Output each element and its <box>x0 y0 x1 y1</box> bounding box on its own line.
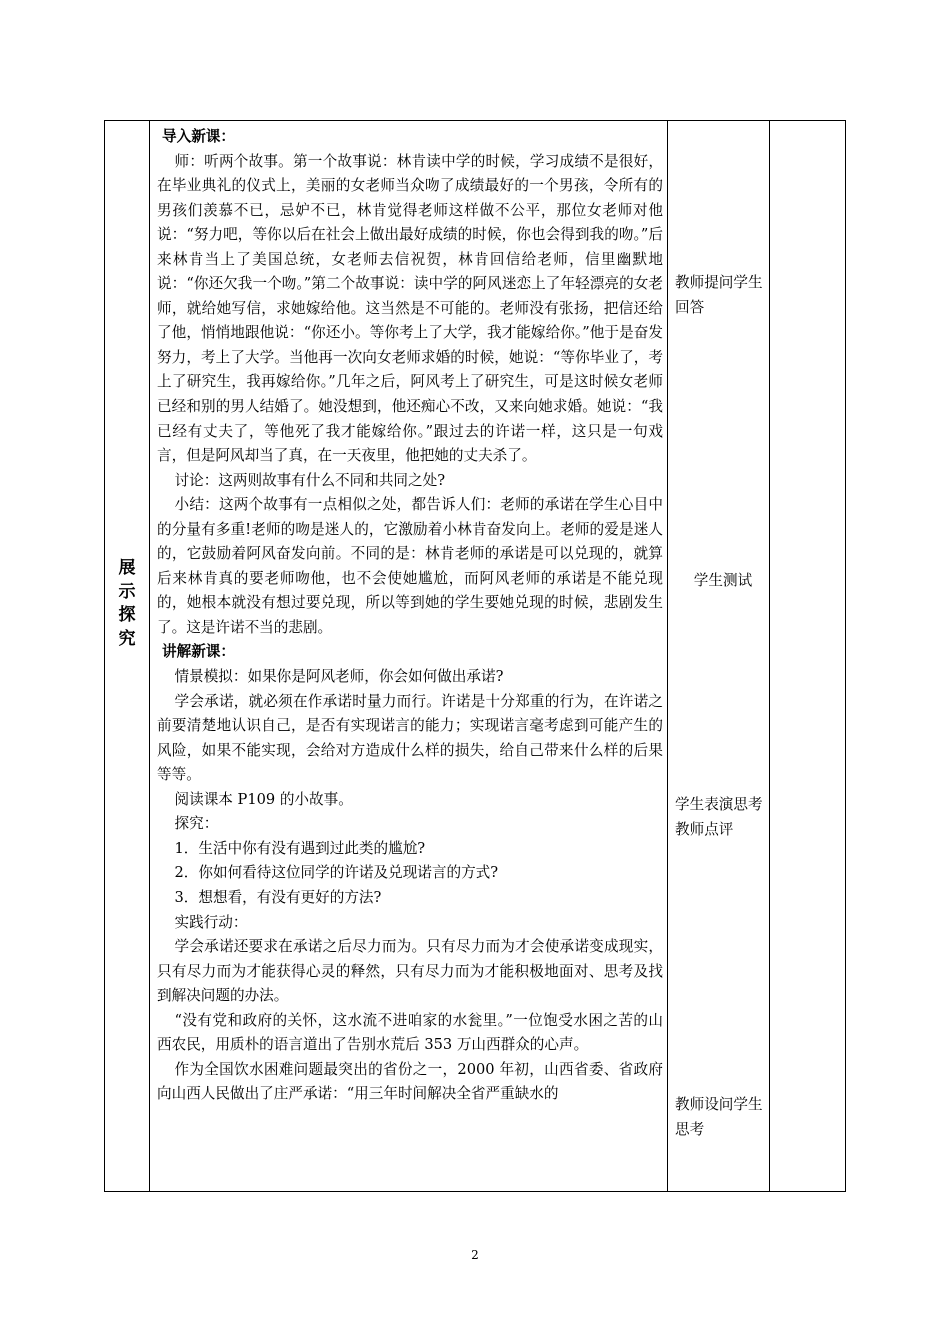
section-label-cell <box>105 121 149 1191</box>
content-cell <box>157 125 663 1107</box>
summary-paragraph: 小结：这两个故事有一点相似之处，都告诉人们：老师的承诺在学生心目中的分量有多重!老师的吻是迷人的，它激励着小林肯奋发向上。老师的爱是迷人的，它鼓励着阿风奋发向前。不同的是：林肯老师的承诺是可以兑现的，就算后来林肯真的要老师吻他，也不会使她尴尬，而阿风老师的承诺是不能兑现的，她根本就没有想过要兑现，所以等到她的学生要她兑现的时候，悲剧发生了。这是许诺不当的悲剧。 <box>157 496 663 636</box>
note-teacher-question: 教师提问学生回答 <box>675 274 763 316</box>
practice-paragraph: 学会承诺还要求在承诺之后尽力而为。只有尽力而为才会使承诺变成现实，只有尽力而为才能获得心灵的释然，只有尽力而为才能积极地面对、思考及找到解决问题的办法。 <box>157 938 663 1005</box>
practice-heading: 实践行动： <box>174 913 248 931</box>
promise-paragraph: 学会承诺，就必须在作承诺时量力而行。许诺是十分郑重的行为，在许诺之前要清楚地认识自己，是否有实现诺言的能力；实现诺言毫考虑到可能产生的风险，如果不能实现，会给对方造成什么样的损失，给自己带来什么样的后果等等。 <box>157 692 663 784</box>
page-number: 2 <box>471 1248 479 1262</box>
note-student-performance: 学生表演思考教师点评 <box>675 796 763 838</box>
column-divider <box>149 121 150 1191</box>
explore-question-3: 3．想想看，有没有更好的方法? <box>174 888 382 906</box>
explore-question-1: 1．生活中你有没有遇到过此类的尴尬? <box>174 839 426 857</box>
explore-question-2: 2．你如何看待这位同学的许诺及兑现诺言的方式? <box>174 864 499 882</box>
section-label <box>105 557 149 651</box>
heading-intro: 导入新课： <box>162 128 235 145</box>
explore-heading: 探究： <box>174 815 219 833</box>
section-label-char: 示 <box>118 581 136 602</box>
lesson-table <box>104 120 846 1192</box>
scenario-paragraph: 情景模拟：如果你是阿风老师，你会如何做出承诺? <box>174 668 504 686</box>
section-label-char: 探 <box>118 605 136 625</box>
note-teacher-setup: 教师设问学生思考 <box>675 1096 763 1138</box>
note-student-test: 学生测试 <box>693 572 753 589</box>
water-quote-paragraph: “没有党和政府的关怀，这水流不进咱家的水瓮里。”一位饱受水困之苦的山西农民，用质朴的语言道出了告别水荒后 353 万山西群众的心声。 <box>157 1011 663 1054</box>
heading-new-lesson: 讲解新课： <box>162 643 235 661</box>
intro-story: 师：听两个故事。第一个故事说：林肯读中学的时候，学习成绩不是很好，在毕业典礼的仪式上，美丽的女老师当众吻了成绩最好的一个男孩，令所有的男孩们羡慕不已，忌妒不已，林肯觉得老师这样做不公平，那位女老师对他说：“努力吧，等你以后在社会上做出最好成绩的时候，你也会得到我的吻。”后来林肯当上了美国总统，女老师去信祝贺，林肯回信给老师，信里幽默地说：“你还欠我一个吻。”第二个故事说：读中学的阿风迷恋上了年轻漂亮的女老师，就给她写信，求她嫁给他。这当然是不可能的。老师没有张扬，把信还给了他，悄悄地跟他说：“你还小。等你考上了大学，我才能嫁给你。”他于是奋发努力，考上了大学。当他再一次向女老师求婚的时候，她说：“等你毕业了，考上了研究生，我再嫁给你。”几年之后，阿风考上了研究生，可是这时候女老师已经和别的男人结婚了。她没想到，他还痴心不改，又来向她求婚。她说：“我已经有丈夫了，等他死了我才能嫁给你。”跟过去的许诺一样，这只是一句戏言，但是阿风却当了真，在一天夜里，他把她的丈夫杀了。 <box>157 152 663 465</box>
discussion-question: 讨论：这两则故事有什么不同和共同之处? <box>174 471 446 489</box>
reading-paragraph: 阅读课本 P109 的小故事。 <box>174 790 353 808</box>
section-label-char: 展 <box>118 558 136 578</box>
shanxi-paragraph: 作为全国饮水困难问题最突出的省份之一，2000 年初，山西省委、省政府向山西人民做出了庄严承诺：“用三年时间解决全省严重缺水的 <box>157 1060 663 1103</box>
column-divider <box>667 121 668 1191</box>
section-label-char: 究 <box>118 628 136 649</box>
